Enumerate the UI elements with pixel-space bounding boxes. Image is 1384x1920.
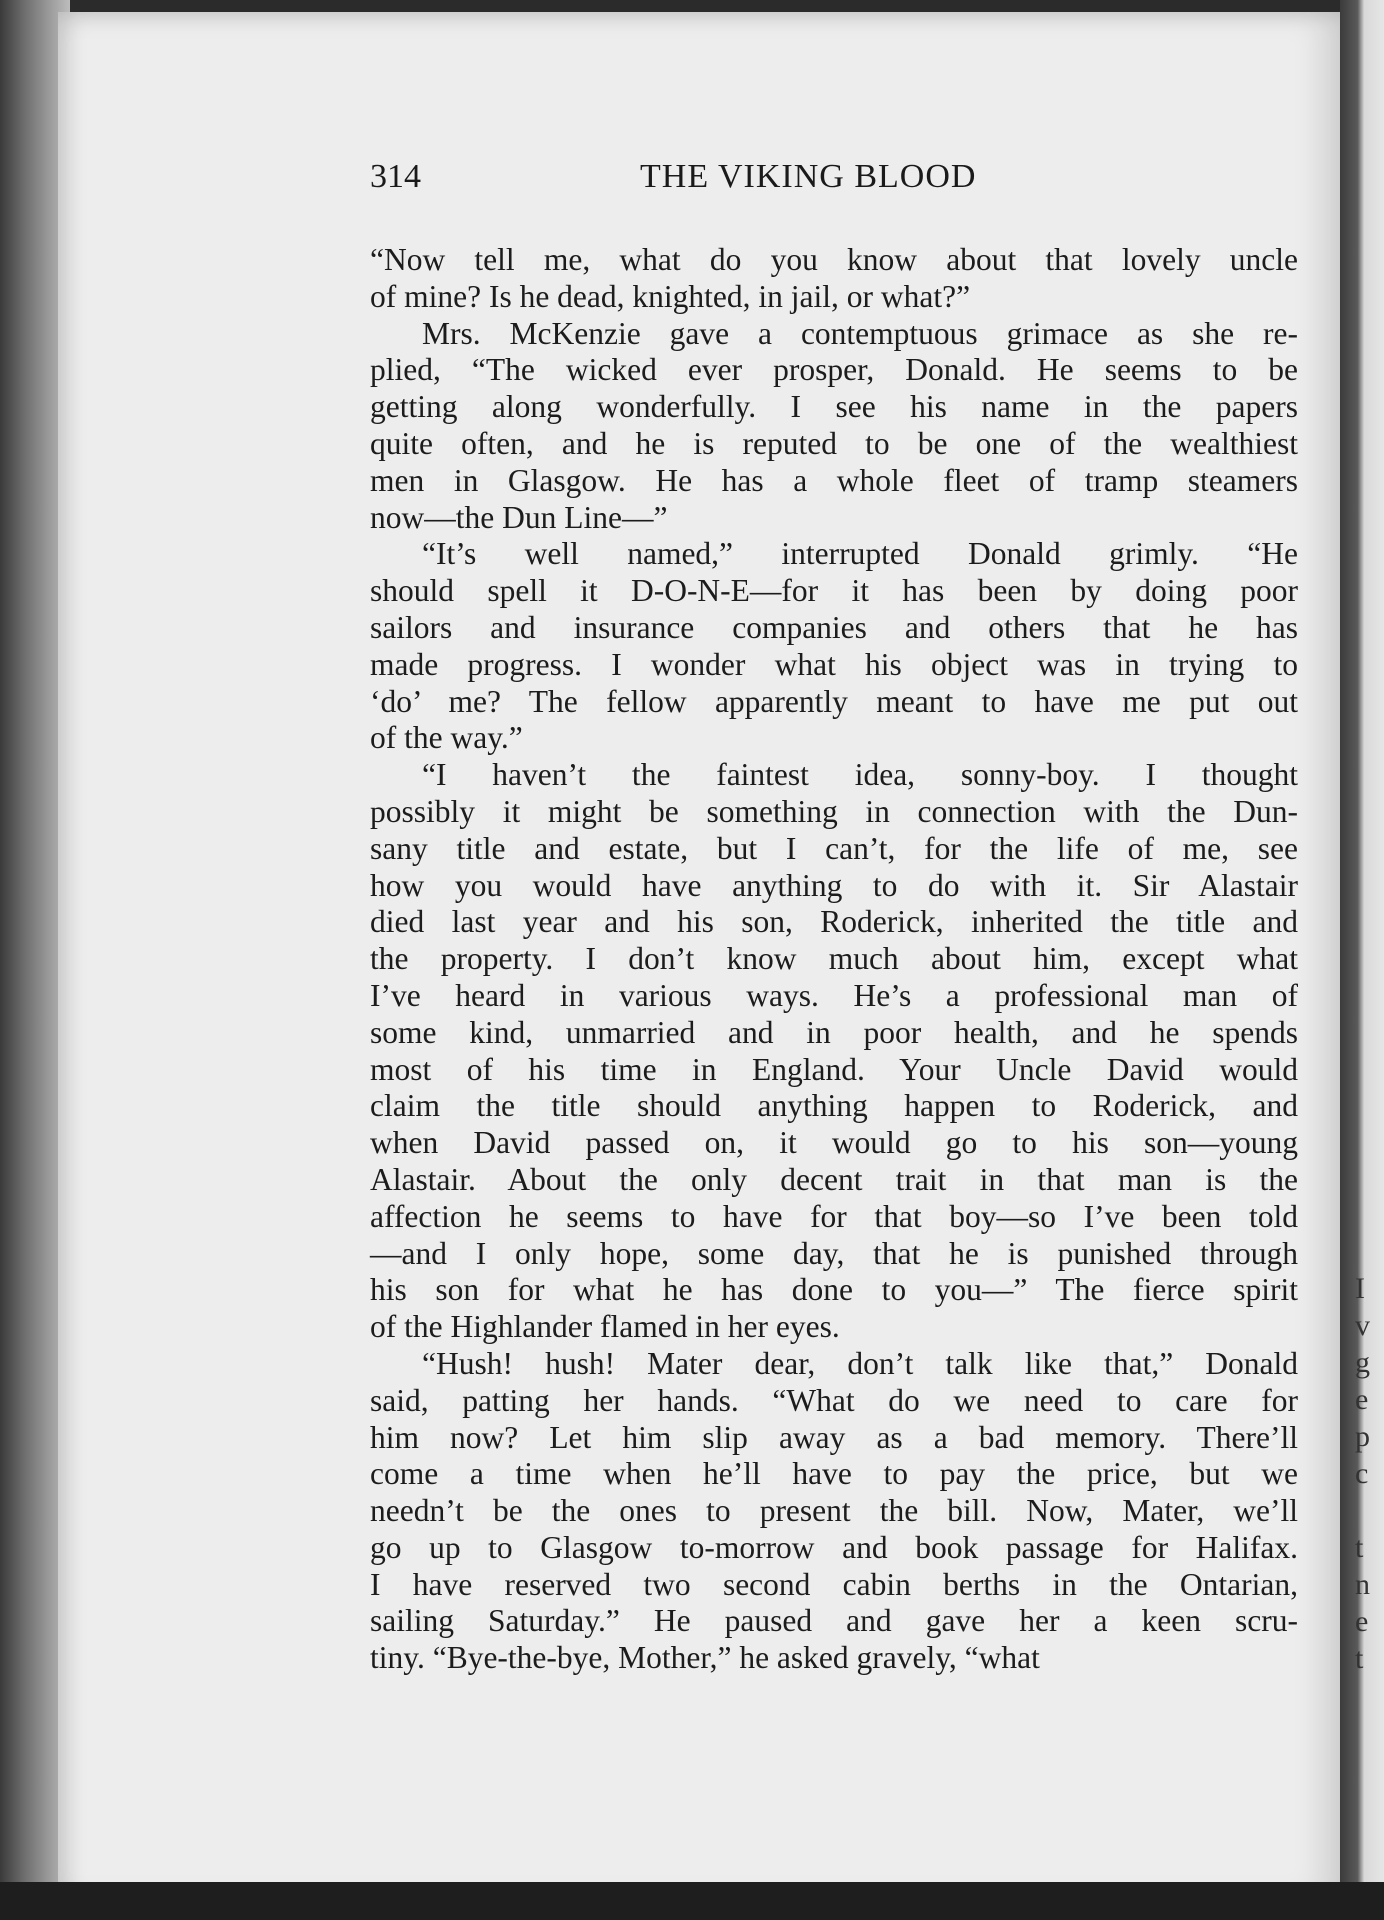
facing-page-letter: t bbox=[1355, 1642, 1364, 1675]
facing-page-letter: t bbox=[1355, 1531, 1364, 1564]
text-line: —and I only hope, some day, that he is punished through bbox=[370, 1235, 1298, 1271]
text-line: claim the title should anything happen to Roderick, and bbox=[370, 1088, 1298, 1124]
text-line: of the Highlander flamed in her eyes. bbox=[370, 1309, 840, 1345]
facing-page-letter: e bbox=[1355, 1383, 1369, 1416]
text-line: “It’s well named,” interrupted Donald grimly. “He bbox=[422, 536, 1298, 572]
page-header bbox=[370, 158, 1290, 204]
paragraph bbox=[370, 757, 1298, 1346]
text-line: Mrs. McKenzie gave a contemptuous grimace as she re- bbox=[422, 315, 1298, 351]
text-line: possibly it might be something in connection with the Dun- bbox=[370, 793, 1298, 829]
text-line: when David passed on, it would go to his son—young bbox=[370, 1125, 1298, 1161]
text-line: now—the Dun Line—” bbox=[370, 499, 668, 535]
text-line: go up to Glasgow to-morrow and book passage for Halifax. bbox=[370, 1529, 1298, 1565]
facing-page-letter: I bbox=[1355, 1272, 1365, 1305]
text-line: I have reserved two second cabin berths in the Ontarian, bbox=[370, 1566, 1298, 1602]
paragraph bbox=[370, 1346, 1298, 1677]
facing-page-letter: v bbox=[1355, 1309, 1370, 1342]
text-line: “Now tell me, what do you know about that lovely uncle bbox=[370, 242, 1298, 277]
text-line: men in Glasgow. He has a whole fleet of tramp steamers bbox=[370, 462, 1298, 498]
paragraph bbox=[370, 536, 1298, 757]
text-line: most of his time in England. Your Uncle David would bbox=[370, 1051, 1298, 1087]
text-line: “I haven’t the faintest idea, sonny-boy. I thought bbox=[422, 757, 1298, 793]
facing-page-letter bbox=[1355, 1492, 1384, 1529]
text-line: Alastair. About the only decent trait in that man is the bbox=[370, 1161, 1298, 1197]
text-line: affection he seems to have for that boy—so I’ve been told bbox=[370, 1198, 1298, 1234]
facing-page-letter: n bbox=[1355, 1568, 1370, 1601]
page-number: 314 bbox=[370, 158, 421, 195]
text-line: needn’t be the ones to present the bill. Now, Mater, we’ll bbox=[370, 1493, 1298, 1529]
text-line: said, patting her hands. “What do we need to care for bbox=[370, 1382, 1298, 1418]
text-line: sailors and insurance companies and others that he has bbox=[370, 609, 1298, 645]
text-line: made progress. I wonder what his object was in trying to bbox=[370, 646, 1298, 682]
text-line: ‘do’ me? The fellow apparently meant to have me put out bbox=[370, 683, 1298, 719]
text-line: died last year and his son, Roderick, inherited the title and bbox=[370, 904, 1298, 940]
text-line: sany title and estate, but I can’t, for the life of me, see bbox=[370, 830, 1298, 866]
text-line: him now? Let him slip away as a bad memory. There’ll bbox=[370, 1419, 1298, 1455]
facing-page-letter: p bbox=[1355, 1420, 1370, 1453]
text-line: some kind, unmarried and in poor health, and he spends bbox=[370, 1014, 1298, 1050]
text-line: sailing Saturday.” He paused and gave her a keen scru- bbox=[370, 1603, 1298, 1639]
facing-page-letter: e bbox=[1355, 1605, 1369, 1638]
text-line: of mine? Is he dead, knighted, in jail, or what?” bbox=[370, 278, 971, 314]
text-line: come a time when he’ll have to pay the price, but we bbox=[370, 1456, 1298, 1492]
running-title: THE VIKING BLOOD bbox=[640, 158, 977, 195]
text-line: his son for what he has done to you—” The fierce spirit bbox=[370, 1272, 1298, 1308]
text-line: of the way.” bbox=[370, 720, 523, 756]
paragraph bbox=[370, 242, 1298, 316]
body-text bbox=[370, 242, 1298, 1677]
text-line: quite often, and he is reputed to be one of the wealthiest bbox=[370, 425, 1298, 461]
text-line: should spell it D-O-N-E—for it has been by doing poor bbox=[370, 573, 1298, 609]
text-line: getting along wonderfully. I see his name in the papers bbox=[370, 389, 1298, 425]
text-line: how you would have anything to do with it. Sir Alastair bbox=[370, 867, 1298, 903]
scan-bottom-edge bbox=[0, 1882, 1384, 1920]
facing-page-fragments bbox=[1355, 1270, 1384, 1675]
facing-page-letter: g bbox=[1355, 1346, 1370, 1379]
paragraph bbox=[370, 316, 1298, 537]
text-line: plied, “The wicked ever prosper, Donald. He seems to be bbox=[370, 352, 1298, 388]
text-line: I’ve heard in various ways. He’s a professional man of bbox=[370, 977, 1298, 1013]
text-line: tiny. “Bye-the-bye, Mother,” he asked gravely, “what bbox=[370, 1640, 1040, 1676]
text-line: the property. I don’t know much about him, except what bbox=[370, 941, 1298, 977]
text-line: “Hush! hush! Mater dear, don’t talk like that,” Donald bbox=[422, 1345, 1298, 1381]
facing-page-letter: c bbox=[1355, 1457, 1369, 1490]
